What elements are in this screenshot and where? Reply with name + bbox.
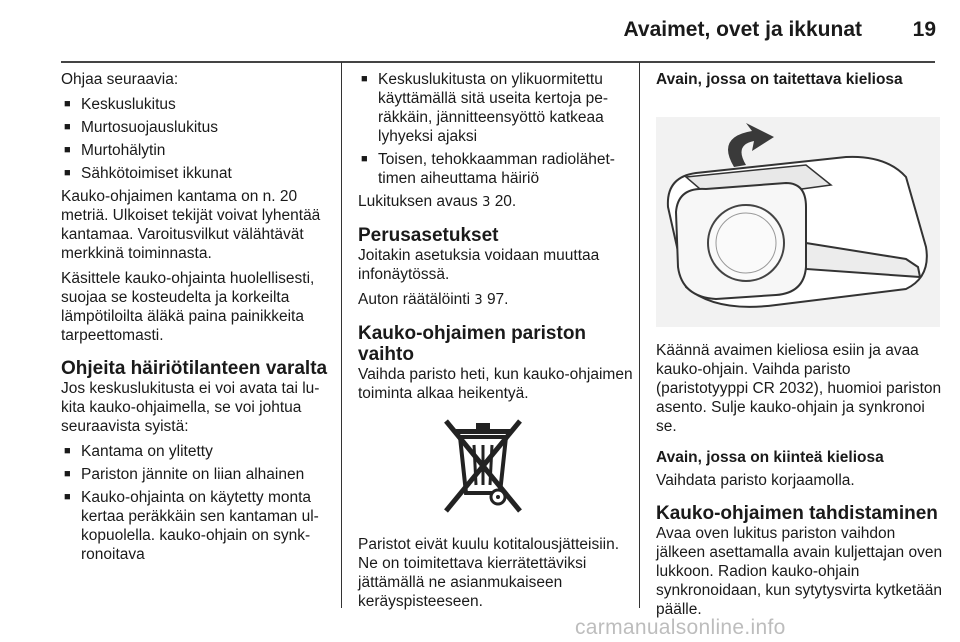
list-item: ■ Kantama on ylitetty [61, 442, 333, 461]
column-divider-2 [639, 62, 640, 608]
column-2 [358, 70, 634, 617]
fixed-key-text: Vaihdata paristo korjaamolla. [656, 472, 855, 489]
weee-figure [358, 409, 634, 535]
range-text: Kauko-ohjaimen kantama on n. 20 metriä. Ulkoiset tekijät voivat lyhentää kantamaa. Varoitusvilkut välähtävät merkkinä toiminnasta. [61, 188, 321, 262]
reference-arrow-icon: 3 [474, 293, 483, 308]
list-item: ■ Pariston jännite on liian alhainen [61, 465, 333, 484]
reference-arrow-icon: 3 [482, 195, 491, 210]
care-text: Käsittele kauko-ohjainta huolellisesti, suojaa se kosteudelta ja korkeilta lämpötiloilta äläkä paina painikkeita tarpeettomasti. [61, 270, 315, 344]
sync-text: Avaa oven lukitus pariston vaihdon jälkeen asettamalla avain kuljettajan oven lukkoon. Radion kauko-ohjain synkronoidaan, kun sytytysvirta kytketään päälle. [656, 525, 943, 618]
column-divider-1 [341, 62, 342, 608]
battery-text: Vaihda paristo heti, kun kauko-ohjaimen toiminta alkaa heikentyä. [358, 366, 633, 402]
list-item: ■ Keskuslukitusta on ylikuormitettu käyttämällä sitä useita kertoja peräkkäin, jännitteensyöttö katkeaa lyhyeksi ajaksi [358, 70, 634, 146]
column-3 [656, 70, 946, 625]
watermark: carmanualsonline.info [575, 616, 786, 639]
key-figure [656, 93, 946, 331]
page-header [0, 0, 960, 58]
key-battery-illustration [656, 117, 940, 327]
interference-text: Jos keskuslukitusta ei voi avata tai lukita kauko-ohjaimella, se voi johtua seuraavista syistä: [61, 380, 320, 435]
heading-folding-key: Avain, jossa on taitettava kieliosa [656, 71, 903, 88]
list-item: ■ Kauko-ohjainta on käytetty monta kertaa peräkkäin sen kantaman ulkopuolella. kauko-ohjain on synkronoitava [61, 488, 333, 564]
unlock-reference[interactable]: Lukituksen avaus 3 20. [358, 193, 517, 210]
intro-text: Ohjaa seuraavia: [61, 71, 179, 88]
customisation-reference[interactable]: Auton räätälöinti 3 97. [358, 291, 509, 308]
settings-text: Joitakin asetuksia voidaan muuttaa infonäytössä. [358, 247, 600, 283]
header-title: Avaimet, ovet ja ikkunat [623, 18, 862, 41]
list-item: ■ Toisen, tehokkaamman radiolähettimen aiheuttama häiriö [358, 150, 634, 188]
list-item: ■ Murtosuojauslukitus [61, 118, 333, 137]
heading-battery-change: Kauko-ohjaimen pariston vaihto [358, 323, 587, 365]
list-item: ■ Keskuslukitus [61, 95, 333, 114]
header-rule [61, 61, 935, 63]
crossed-bin-icon [440, 415, 526, 517]
heading-interference: Ohjeita häiriötilanteen varalta [61, 358, 328, 379]
heading-sync: Kauko-ohjaimen tahdistaminen [656, 503, 938, 524]
disposal-text: Paristot eivät kuulu kotitalousjätteisiin. Ne on toimitettava kierrätettäviksi jättämällä ne asianmukaiseen keräyspisteeseen. [358, 536, 620, 610]
page-number: 19 [912, 18, 936, 41]
folding-key-text: Käännä avaimen kieliosa esiin ja avaa kauko-ohjain. Vaihda paristo (paristotyyppi CR 2032), huomioi pariston asento. Sulje kauko-ohjain ja synkronoi se. [656, 342, 942, 435]
heading-fixed-key: Avain, jossa on kiinteä kieliosa [656, 449, 884, 466]
list-item: ■ Sähkötoimiset ikkunat [61, 164, 333, 183]
column-1 [61, 70, 333, 568]
list-item: ■ Murtohälytin [61, 141, 333, 160]
heading-settings: Perusasetukset [358, 225, 499, 246]
